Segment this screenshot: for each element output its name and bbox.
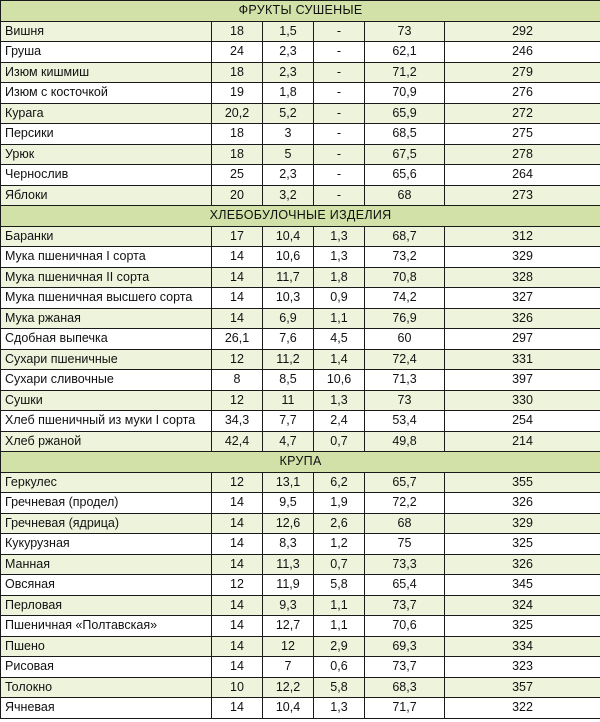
- cell-name: Вишня: [1, 21, 212, 42]
- cell-fat: 1,3: [314, 226, 365, 247]
- cell-protein: 10,6: [263, 247, 314, 268]
- cell-fat: 1,4: [314, 349, 365, 370]
- cell-fat: -: [314, 83, 365, 104]
- table-row: [1, 247, 600, 268]
- cell-water: 14: [212, 534, 263, 555]
- cell-carbs: 49,8: [365, 431, 445, 452]
- table-row: [1, 288, 600, 309]
- cell-name: Мука ржаная: [1, 308, 212, 329]
- cell-protein: 12,2: [263, 677, 314, 698]
- cell-kcal: 326: [445, 554, 600, 575]
- cell-water: 34,3: [212, 411, 263, 432]
- cell-name: Яблоки: [1, 185, 212, 206]
- cell-water: 14: [212, 493, 263, 514]
- cell-protein: 12,6: [263, 513, 314, 534]
- cell-kcal: 334: [445, 636, 600, 657]
- cell-kcal: 276: [445, 83, 600, 104]
- cell-protein: 8,5: [263, 370, 314, 391]
- table-row: [1, 165, 600, 186]
- cell-name: Гречневая (ядрица): [1, 513, 212, 534]
- table-row: [1, 185, 600, 206]
- cell-kcal: 324: [445, 595, 600, 616]
- cell-fat: -: [314, 124, 365, 145]
- cell-carbs: 74,2: [365, 288, 445, 309]
- table-row: [1, 411, 600, 432]
- cell-carbs: 65,9: [365, 103, 445, 124]
- cell-carbs: 73,7: [365, 595, 445, 616]
- cell-protein: 9,5: [263, 493, 314, 514]
- cell-water: 14: [212, 267, 263, 288]
- cell-water: 20: [212, 185, 263, 206]
- table-row: [1, 42, 600, 63]
- cell-carbs: 62,1: [365, 42, 445, 63]
- cell-kcal: 327: [445, 288, 600, 309]
- table-row: [1, 534, 600, 555]
- cell-water: 14: [212, 595, 263, 616]
- cell-carbs: 73,7: [365, 657, 445, 678]
- cell-protein: 9,3: [263, 595, 314, 616]
- cell-kcal: 325: [445, 616, 600, 637]
- cell-protein: 2,3: [263, 62, 314, 83]
- cell-name: Хлеб пшеничный из муки I сорта: [1, 411, 212, 432]
- cell-fat: 2,9: [314, 636, 365, 657]
- cell-water: 14: [212, 698, 263, 719]
- cell-carbs: 68: [365, 513, 445, 534]
- cell-water: 42,4: [212, 431, 263, 452]
- cell-protein: 12,7: [263, 616, 314, 637]
- cell-name: Сухари сливочные: [1, 370, 212, 391]
- cell-protein: 7,7: [263, 411, 314, 432]
- cell-carbs: 68,7: [365, 226, 445, 247]
- table-row: [1, 21, 600, 42]
- table-row: [1, 677, 600, 698]
- section-title: ФРУКТЫ СУШЕНЫЕ: [1, 1, 600, 22]
- cell-carbs: 60: [365, 329, 445, 350]
- table-row: [1, 370, 600, 391]
- cell-carbs: 65,4: [365, 575, 445, 596]
- table-row: [1, 83, 600, 104]
- cell-name: Мука пшеничная II сорта: [1, 267, 212, 288]
- cell-carbs: 73,3: [365, 554, 445, 575]
- cell-kcal: 325: [445, 534, 600, 555]
- cell-water: 26,1: [212, 329, 263, 350]
- cell-protein: 1,8: [263, 83, 314, 104]
- cell-fat: 1,2: [314, 534, 365, 555]
- cell-name: Сухари пшеничные: [1, 349, 212, 370]
- table-row: [1, 349, 600, 370]
- table-row: [1, 144, 600, 165]
- cell-water: 12: [212, 349, 263, 370]
- cell-protein: 10,3: [263, 288, 314, 309]
- cell-carbs: 68: [365, 185, 445, 206]
- cell-water: 12: [212, 390, 263, 411]
- cell-protein: 12: [263, 636, 314, 657]
- cell-fat: 1,8: [314, 267, 365, 288]
- cell-fat: 0,9: [314, 288, 365, 309]
- cell-name: Ячневая: [1, 698, 212, 719]
- cell-kcal: 254: [445, 411, 600, 432]
- cell-fat: 0,7: [314, 554, 365, 575]
- cell-name: Геркулес: [1, 472, 212, 493]
- table-row: [1, 267, 600, 288]
- table-row: [1, 226, 600, 247]
- cell-kcal: 246: [445, 42, 600, 63]
- cell-name: Гречневая (продел): [1, 493, 212, 514]
- cell-kcal: 322: [445, 698, 600, 719]
- cell-protein: 11,9: [263, 575, 314, 596]
- cell-carbs: 73,2: [365, 247, 445, 268]
- cell-kcal: 278: [445, 144, 600, 165]
- cell-water: 18: [212, 62, 263, 83]
- cell-name: Баранки: [1, 226, 212, 247]
- cell-carbs: 70,6: [365, 616, 445, 637]
- table-row: [1, 698, 600, 719]
- cell-fat: 1,3: [314, 390, 365, 411]
- cell-kcal: 357: [445, 677, 600, 698]
- table-row: [1, 554, 600, 575]
- cell-kcal: 323: [445, 657, 600, 678]
- cell-name: Груша: [1, 42, 212, 63]
- cell-fat: -: [314, 21, 365, 42]
- cell-name: Сушки: [1, 390, 212, 411]
- cell-carbs: 71,2: [365, 62, 445, 83]
- cell-fat: 1,9: [314, 493, 365, 514]
- cell-carbs: 70,9: [365, 83, 445, 104]
- table-row: [1, 657, 600, 678]
- cell-fat: 2,4: [314, 411, 365, 432]
- cell-protein: 11,2: [263, 349, 314, 370]
- cell-name: Изюм кишмиш: [1, 62, 212, 83]
- cell-fat: 1,1: [314, 616, 365, 637]
- cell-fat: -: [314, 103, 365, 124]
- cell-water: 18: [212, 124, 263, 145]
- cell-carbs: 72,4: [365, 349, 445, 370]
- cell-protein: 2,3: [263, 42, 314, 63]
- cell-fat: 4,5: [314, 329, 365, 350]
- table-row: [1, 62, 600, 83]
- cell-kcal: 326: [445, 308, 600, 329]
- cell-water: 25: [212, 165, 263, 186]
- cell-name: Перловая: [1, 595, 212, 616]
- table-row: [1, 124, 600, 145]
- cell-carbs: 76,9: [365, 308, 445, 329]
- cell-water: 18: [212, 144, 263, 165]
- table-row: [1, 472, 600, 493]
- cell-protein: 5,2: [263, 103, 314, 124]
- cell-protein: 3,2: [263, 185, 314, 206]
- table-row: [1, 513, 600, 534]
- table-row: [1, 431, 600, 452]
- cell-carbs: 70,8: [365, 267, 445, 288]
- nutrition-table-body: [1, 1, 600, 719]
- cell-carbs: 75: [365, 534, 445, 555]
- cell-name: Мука пшеничная I сорта: [1, 247, 212, 268]
- cell-water: 14: [212, 288, 263, 309]
- cell-water: 14: [212, 247, 263, 268]
- cell-name: Кукурузная: [1, 534, 212, 555]
- cell-kcal: 292: [445, 21, 600, 42]
- cell-protein: 7,6: [263, 329, 314, 350]
- cell-fat: 0,6: [314, 657, 365, 678]
- cell-fat: -: [314, 185, 365, 206]
- cell-name: Хлеб ржаной: [1, 431, 212, 452]
- cell-fat: -: [314, 62, 365, 83]
- cell-carbs: 72,2: [365, 493, 445, 514]
- section-title: ХЛЕБОБУЛОЧНЫЕ ИЗДЕЛИЯ: [1, 206, 600, 227]
- table-row: [1, 103, 600, 124]
- cell-carbs: 68,5: [365, 124, 445, 145]
- cell-water: 14: [212, 616, 263, 637]
- cell-fat: 1,1: [314, 595, 365, 616]
- cell-protein: 10,4: [263, 698, 314, 719]
- cell-kcal: 329: [445, 513, 600, 534]
- cell-carbs: 65,7: [365, 472, 445, 493]
- table-row: [1, 390, 600, 411]
- cell-water: 14: [212, 636, 263, 657]
- cell-name: Овсяная: [1, 575, 212, 596]
- cell-kcal: 331: [445, 349, 600, 370]
- cell-protein: 4,7: [263, 431, 314, 452]
- cell-kcal: 326: [445, 493, 600, 514]
- cell-water: 12: [212, 472, 263, 493]
- cell-name: Пшено: [1, 636, 212, 657]
- cell-water: 17: [212, 226, 263, 247]
- cell-fat: 2,6: [314, 513, 365, 534]
- cell-name: Сдобная выпечка: [1, 329, 212, 350]
- cell-carbs: 65,6: [365, 165, 445, 186]
- cell-water: 14: [212, 308, 263, 329]
- cell-kcal: 275: [445, 124, 600, 145]
- cell-protein: 5: [263, 144, 314, 165]
- cell-name: Чернослив: [1, 165, 212, 186]
- table-row: [1, 575, 600, 596]
- cell-kcal: 312: [445, 226, 600, 247]
- cell-water: 20,2: [212, 103, 263, 124]
- table-row: [1, 493, 600, 514]
- cell-kcal: 355: [445, 472, 600, 493]
- cell-protein: 11: [263, 390, 314, 411]
- cell-protein: 11,3: [263, 554, 314, 575]
- cell-carbs: 73: [365, 21, 445, 42]
- cell-kcal: 214: [445, 431, 600, 452]
- cell-name: Мука пшеничная высшего сорта: [1, 288, 212, 309]
- cell-water: 18: [212, 21, 263, 42]
- cell-fat: -: [314, 42, 365, 63]
- cell-protein: 1,5: [263, 21, 314, 42]
- cell-fat: 10,6: [314, 370, 365, 391]
- cell-fat: 1,3: [314, 247, 365, 268]
- section-header-row: [1, 206, 600, 227]
- section-header-row: [1, 1, 600, 22]
- cell-kcal: 264: [445, 165, 600, 186]
- cell-water: 19: [212, 83, 263, 104]
- cell-carbs: 71,3: [365, 370, 445, 391]
- cell-fat: 1,3: [314, 698, 365, 719]
- cell-water: 24: [212, 42, 263, 63]
- cell-fat: 1,1: [314, 308, 365, 329]
- cell-carbs: 68,3: [365, 677, 445, 698]
- cell-carbs: 71,7: [365, 698, 445, 719]
- table-row: [1, 616, 600, 637]
- cell-fat: 0,7: [314, 431, 365, 452]
- cell-carbs: 67,5: [365, 144, 445, 165]
- cell-name: Урюк: [1, 144, 212, 165]
- cell-kcal: 329: [445, 247, 600, 268]
- cell-kcal: 273: [445, 185, 600, 206]
- cell-kcal: 345: [445, 575, 600, 596]
- cell-name: Изюм с косточкой: [1, 83, 212, 104]
- table-row: [1, 308, 600, 329]
- cell-protein: 7: [263, 657, 314, 678]
- cell-protein: 8,3: [263, 534, 314, 555]
- cell-protein: 2,3: [263, 165, 314, 186]
- cell-water: 14: [212, 513, 263, 534]
- cell-name: Персики: [1, 124, 212, 145]
- cell-name: Манная: [1, 554, 212, 575]
- cell-name: Толокно: [1, 677, 212, 698]
- cell-protein: 13,1: [263, 472, 314, 493]
- cell-name: Пшеничная «Полтавская»: [1, 616, 212, 637]
- cell-water: 10: [212, 677, 263, 698]
- table-row: [1, 636, 600, 657]
- cell-name: Курага: [1, 103, 212, 124]
- cell-protein: 6,9: [263, 308, 314, 329]
- cell-protein: 3: [263, 124, 314, 145]
- section-header-row: [1, 452, 600, 473]
- cell-fat: 5,8: [314, 677, 365, 698]
- cell-kcal: 397: [445, 370, 600, 391]
- cell-protein: 10,4: [263, 226, 314, 247]
- cell-kcal: 272: [445, 103, 600, 124]
- cell-fat: 6,2: [314, 472, 365, 493]
- cell-fat: -: [314, 144, 365, 165]
- cell-water: 14: [212, 554, 263, 575]
- cell-carbs: 73: [365, 390, 445, 411]
- cell-kcal: 328: [445, 267, 600, 288]
- cell-protein: 11,7: [263, 267, 314, 288]
- table-row: [1, 595, 600, 616]
- cell-name: Рисовая: [1, 657, 212, 678]
- cell-carbs: 53,4: [365, 411, 445, 432]
- cell-water: 8: [212, 370, 263, 391]
- cell-carbs: 69,3: [365, 636, 445, 657]
- cell-kcal: 279: [445, 62, 600, 83]
- cell-kcal: 330: [445, 390, 600, 411]
- table-row: [1, 329, 600, 350]
- cell-water: 14: [212, 657, 263, 678]
- section-title: КРУПА: [1, 452, 600, 473]
- cell-fat: -: [314, 165, 365, 186]
- cell-kcal: 297: [445, 329, 600, 350]
- cell-water: 12: [212, 575, 263, 596]
- cell-fat: 5,8: [314, 575, 365, 596]
